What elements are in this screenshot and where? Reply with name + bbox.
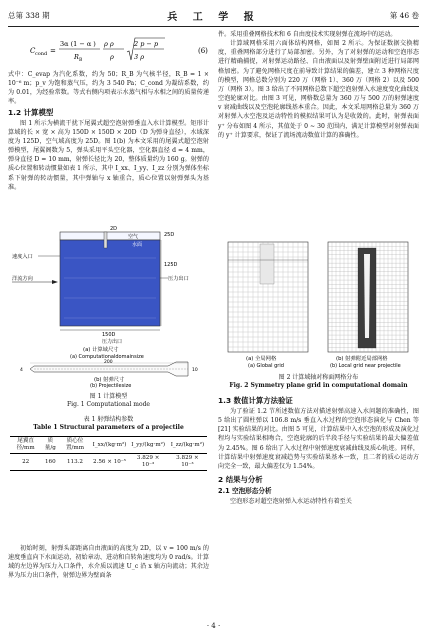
para-model: 图 1 所示为横流干扰下尾翼式超空泡射弹垂直入水计算模型。矩形计算域的长 × 宽 × 高为 150D × 150D × 20D（D 为弹身直径），水域深度为 125D，空气域高度为 25D。图 1(b) 为本文采用的尾翼式超空泡射弹模型，尾翼阁数为 5，弹头采用平头空化器，空化器直径 d = 4 mm，弹身直径 D = 10 mm，射弹长径比为 20，整体质量约为 160 g。射弹的质心位置和转动惯量如表 1 所示，其中 I_xx、I_yy、I_zz 分别为弹体坐标系下射弹的转动惯量，其中弹轴与 x 轴重合，质心位置以射弹弹头为基准。 [8, 119, 209, 191]
eq-equals: = [50, 47, 56, 55]
section-1-3-heading: 1.3 数值计算方法验证 [218, 396, 293, 405]
table1-cell-mass: 160 [41, 454, 59, 471]
water-domain [60, 240, 160, 326]
table1-cell-izz: 3.829 × 10⁻³ [168, 454, 207, 471]
eq-rad-num: 2 p − p [134, 40, 159, 48]
para-where: 式中：C_evap 为汽化系数，约为 50；R_B 为气核半径，R_B = 1 × 10⁻⁶ m；p_v 为饱和蒸气压，约为 3 540 Pa；C_cond 为凝结系数，约为 0.01，为经验常数。等式右侧内项表示水蒸气相与水相之间的质量传递率。 [8, 71, 209, 106]
label-cross-flow: 洋流方向 [12, 276, 33, 282]
label-water: 水面 [132, 242, 143, 248]
fig2b-label-en: (b) Local grid near projectile [330, 363, 401, 369]
table1-cell-cog: 113.2 [59, 454, 90, 471]
proj-D: 10 [192, 368, 198, 373]
fig1a-label: (a) 计算域尺寸 [83, 347, 119, 353]
para-cont: 件。采用重叠网格技术和 6 自由度技术实现射弹在流场中的运动。 [218, 31, 397, 38]
figure-1 [8, 218, 209, 388]
table1-title-cn: 表 1 射弹结构参数 [83, 416, 134, 423]
figure-2-caption [218, 374, 419, 390]
label-pressure-outlet-bottom: 压力出口 [102, 339, 123, 345]
label-2d: 2D [110, 226, 118, 232]
eq-frac2-den: ρ [110, 53, 114, 61]
fig2a-label: (a) 全局网格 [246, 356, 277, 362]
equation-6 [30, 32, 210, 68]
left-column-bottom [8, 544, 209, 581]
projectile-in-domain [104, 232, 107, 248]
label-velocity-inlet: 速度入口 [12, 254, 33, 260]
label-150d: 150D [102, 332, 116, 338]
fig1b-label: (b) 射弹尺寸 [94, 377, 125, 383]
table1-header-izz: I_zz/(kg·m²) [168, 437, 207, 454]
volume-number: 第 46 卷 [389, 11, 419, 20]
journal-title: 兵 工 学 报 [167, 12, 260, 23]
eq-frac1-num: 3α (1 − α ) [60, 40, 96, 48]
proj-d: 4 [20, 368, 23, 373]
section-2-1-heading: 2.1 空泡形态分析 [218, 487, 272, 496]
fig1-caption-en: Fig. 1 Computational mode [67, 401, 150, 408]
table1-cell-iyy: 3.829 × 10⁻³ [128, 454, 167, 471]
eq-lhs: C [30, 47, 36, 55]
table1-title-en: Table 1 Structural parameters of a projectile [33, 424, 184, 431]
section-2-heading: 2 结果与分析 [218, 475, 263, 485]
label-25d: 25D [164, 232, 175, 238]
eq-lhs-sub: cond [35, 51, 48, 57]
para-init: 初始时刻，射弹头部距离自由液面的高度为 2D，以 v = 100 m/s 的速度垂直向下水面运动，初始章动、进动和自转角速度均为 0 rad/s。计算域的左边界为压力入口条件，水介质以流速 U_c 沿 x 轴方向流动；其余边界为压力出口条件，射弹边界为壁面条 [8, 545, 209, 580]
right-column-top [218, 30, 419, 140]
running-header [8, 8, 419, 24]
table1-header-iyy: I_yy/(kg·m²) [128, 437, 167, 454]
fig2-caption-cn: 图 2 计算域轴对称面网格分布 [278, 374, 359, 381]
table1-header-cog: 质心位置/mm [59, 437, 90, 454]
fig1b-label-en: (b) Projectilesize [90, 383, 132, 388]
para-mesh: 计算域网格采用六面体结构网格，如图 2 所示。为保证数据交换精度，重叠网格部分进行了局部加密。另外，为了对射弹的运动和空泡形态进行精确捕捉，对射弹运动路径、自由液面以及射弹壁面附近进行局部网格加密。为了避免网格尺度在前导致计算结果的偏差，建立 3 种网格尺度的模型，网格总数分别为 220 万（网格 1）、360 万（网格 2）以及 500 万（网格 3）。图 3 给出了不同网格总数下超空泡射弹入水速度变化曲线及空泡轮廓对比。由图 3 可见，网格数总量为 360 万与 500 万的射弹速度 v 衰减曲线以及空泡轮廓线基本重合。因此，本文采用网格总量为 360 万对射弹入水空泡及运动特性的模拟结果可认为是收敛的。此时，射弹表面 y⁺ 分布如图 4 所示，其值处于 0 ~ 30 范围内，满足计算模型对射弹表面的 y⁺ 计算要求，保证了流场流动数值计算的准确性。 [218, 40, 419, 139]
section-1-2-heading: 1.2 计算模型 [8, 107, 54, 117]
proj-length: 200 [104, 360, 113, 365]
table1-cell-ixx: 2.56 × 10⁻⁵ [91, 454, 129, 471]
header-rule [8, 26, 419, 27]
eq-tag: (6) [198, 47, 208, 55]
table-1 [10, 436, 207, 471]
fig1-caption-cn: 图 1 计算模型 [89, 393, 128, 400]
air-domain [60, 232, 160, 240]
eq-frac1-den: R [74, 53, 79, 61]
page-number: · 4 · [206, 622, 221, 630]
label-pressure-outlet-right: 压力出口 [168, 276, 189, 282]
eq-rad-den: 3 ρ [134, 53, 145, 61]
figure-2-graphic [218, 238, 419, 388]
eq-frac1-den-sub: B [79, 58, 83, 63]
figure-2 [218, 238, 419, 388]
label-air: 空气 [128, 234, 139, 240]
table1-header-fin: 尾翼直径/mm [10, 437, 41, 454]
para-verify: 为了验证 1.2 节所述数值方法对描述射弹高速入水问题的准确性，图 5 给出了圆柱弹以 106.8 m/s 垂直入水过程的空泡形态演化与 Chen 等[21] 实验结果的对比。由图 5 可见，计算结果中入水空泡的形成及演化过程均与实验结果相吻合，空泡轮廓的后半段手径与实验结果的最大偏差值为 2.45%。图 6 给出了入水过程中射弹速度衰减曲线及质心轨迹。同样，计算结果中射弹速度衰减趋势与实验结果基本一致，且二者的质心运动方向完全一致，最大偏差仅为 1.54%。 [218, 408, 419, 470]
eq-frac2-num: ρ ρ [104, 40, 114, 48]
fig1a-label-en: (a) Computationaldomainsize [70, 354, 144, 360]
table-row [10, 454, 207, 471]
fig2b-label: (b) 射弹附近局部网格 [336, 356, 388, 362]
table1-cell-fin: 22 [10, 454, 41, 471]
figure-1-caption [8, 393, 209, 409]
table-1-title [8, 416, 209, 432]
table1-header-ixx: I_xx/(kg·m²) [91, 437, 129, 454]
left-column-text [8, 70, 209, 192]
equation-6-graphic [30, 32, 210, 68]
fig2a-label-en: (a) Global grid [248, 363, 284, 369]
fig2-caption-en: Fig. 2 Symmetry plane grid in computational domain [229, 382, 408, 389]
para-2-1: 空泡形态对超空泡射弹入水运动特性有着至关 [230, 498, 352, 506]
issue-number: 总第 338 期 [8, 11, 50, 20]
figure-1-graphic [8, 218, 209, 388]
table1-header-mass: 质量/g [41, 437, 59, 454]
right-column-bottom [218, 395, 419, 506]
label-125d: 125D [164, 262, 178, 268]
